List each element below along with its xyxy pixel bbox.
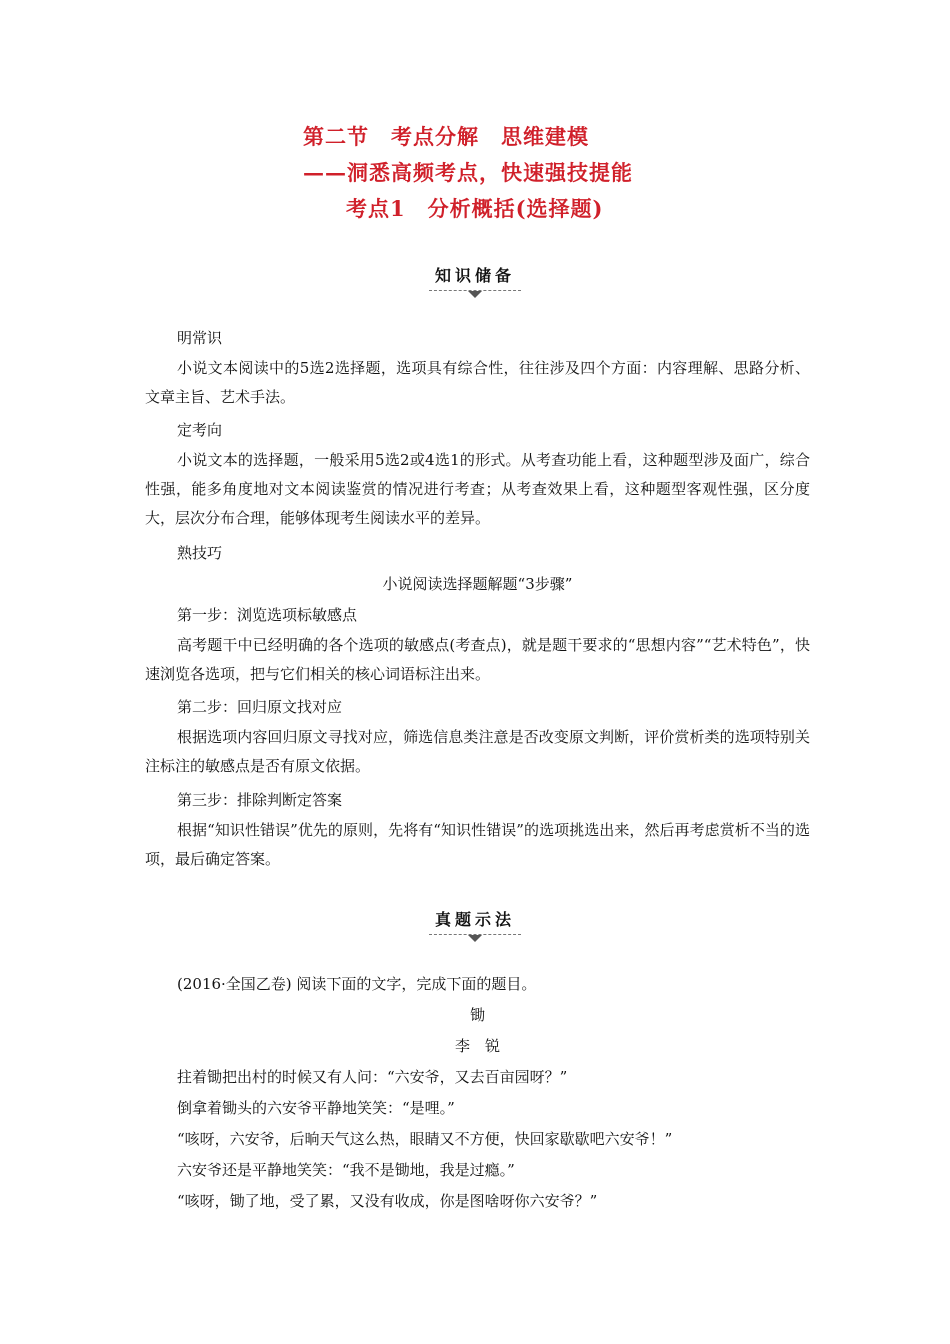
exam-intro: (2016·全国乙卷) 阅读下面的文字，完成下面的题目。 bbox=[177, 975, 537, 993]
paragraph-common-sense: 小说文本阅读中的5选2选择题，选项具有综合性，往往涉及四个方面：内容理解、思路分析、文章主旨、艺术手法。 bbox=[145, 359, 810, 406]
topic-title: 考点1 分析概括(选择题) bbox=[346, 196, 604, 221]
centered-heading-steps: 小说阅读选择题解题“3步骤” bbox=[382, 575, 573, 593]
section-title: 第二节 考点分解 思维建模 bbox=[303, 124, 589, 149]
story-line: “咳呀，锄了地，受了累，又没有收成，你是图啥呀你六安爷？” bbox=[177, 1192, 598, 1210]
step-1-heading: 第一步：浏览选项标敏感点 bbox=[177, 606, 358, 624]
step-2-paragraph: 根据选项内容回归原文寻找对应，筛选信息类注意是否改变原文判断，评价赏析类的选项特别关注标注的敏感点是否有原文依据。 bbox=[145, 728, 810, 775]
subheading-common-sense: 明常识 bbox=[177, 329, 223, 347]
section-subtitle: ——洞悉高频考点，快速强技提能 bbox=[303, 160, 633, 185]
step-1-paragraph: 高考题干中已经明确的各个选项的敏感点(考查点)，就是题干要求的“思想内容”“艺术特色”，快速浏览各选项，把与它们相关的核心词语标注出来。 bbox=[145, 636, 810, 683]
step-2-heading: 第二步：回归原文找对应 bbox=[177, 698, 343, 716]
step-3-paragraph: 根据“知识性错误”优先的原则，先将有“知识性错误”的选项挑选出来，然后再考虑赏析不当的选项，最后确定答案。 bbox=[145, 821, 810, 868]
step-3-heading: 第三步：排除判断定答案 bbox=[177, 791, 343, 809]
knowledge-reserve-heading bbox=[395, 263, 555, 298]
triangle-down-icon bbox=[468, 291, 482, 298]
story-line: 六安爷还是平静地笑笑：“我不是锄地，我是过瘾。” bbox=[177, 1161, 515, 1179]
story-line: 拄着锄把出村的时候又有人问：“六安爷，又去百亩园呀？” bbox=[177, 1068, 568, 1086]
subheading-exam-direction: 定考向 bbox=[177, 421, 223, 439]
story-author: 李 锐 bbox=[454, 1037, 500, 1055]
paragraph-exam-direction: 小说文本的选择题，一般采用5选2或4选1的形式。从考查功能上看，这种题型涉及面广，综合性强，能多角度地对文本阅读鉴赏的情况进行考查；从考查效果上看，这种题型客观性强，区分度大，层次分布合理，能够体现考生阅读水平的差异。 bbox=[145, 451, 810, 527]
exam-example-heading bbox=[395, 907, 555, 942]
subheading-skills: 熟技巧 bbox=[177, 544, 223, 562]
story-line: 倒拿着锄头的六安爷平静地笑笑：“是哩。” bbox=[177, 1099, 455, 1117]
story-title: 锄 bbox=[469, 1006, 485, 1024]
heading-label: 知识储备 bbox=[434, 266, 515, 285]
story-line: “咳呀，六安爷，后晌天气这么热，眼睛又不方便，快回家歇歇吧六安爷！” bbox=[177, 1130, 673, 1148]
triangle-down-icon bbox=[468, 935, 482, 942]
heading-label: 真题示法 bbox=[434, 910, 515, 929]
